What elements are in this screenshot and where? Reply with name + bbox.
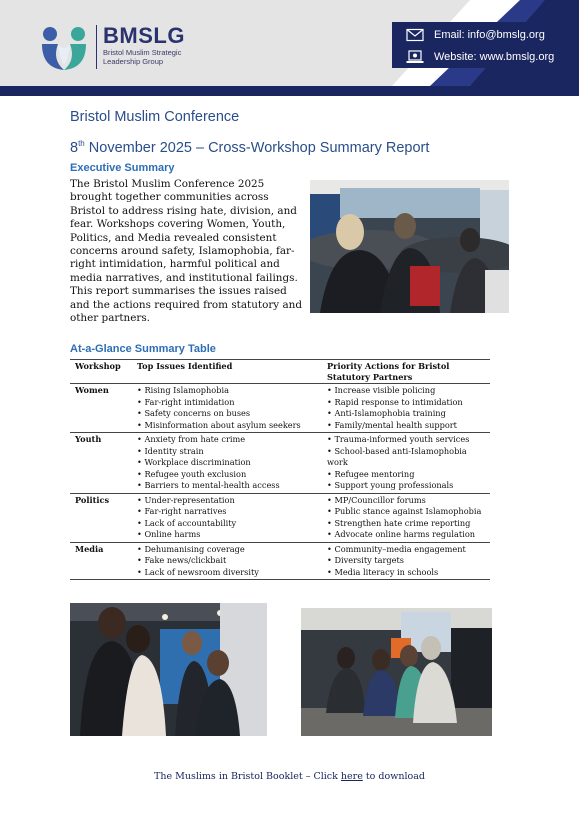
list-item: • Anxiety from hate crime bbox=[137, 434, 317, 446]
issues-cell bbox=[132, 384, 322, 433]
actions-cell bbox=[322, 542, 490, 580]
conference-audience-photo bbox=[310, 180, 509, 313]
executive-summary-text: The Bristol Muslim Conference 2025 brought together communities across Bristol to address rising hate, division, and fear. Workshops covering Women, Youth, Politics, and Media revealed consistent concerns around safety, Islamophobia, far-right intimidation, harmful political and media narratives, and institutional failings. This report summarises the issues raised and the actions required from statutory and other partners. bbox=[70, 178, 303, 325]
networking-photo bbox=[70, 603, 267, 736]
list-item: • Misinformation about asylum seekers bbox=[137, 420, 317, 432]
page-header bbox=[0, 0, 579, 96]
conference-title: Bristol Muslim Conference bbox=[70, 109, 240, 125]
brand-name: BMSLG bbox=[103, 23, 185, 48]
email-text[interactable]: Email: info@bmslg.org bbox=[434, 29, 545, 41]
list-item: • Rapid response to intimidation bbox=[327, 397, 485, 409]
list-item: • Strengthen hate crime reporting bbox=[327, 518, 485, 530]
col-workshop: Workshop bbox=[70, 360, 132, 384]
list-item: • Community–media engagement bbox=[327, 544, 485, 556]
issues-cell bbox=[132, 493, 322, 542]
table-row bbox=[70, 384, 490, 433]
actions-cell bbox=[322, 433, 490, 494]
contact-box bbox=[392, 22, 579, 68]
list-item: • School-based anti-Islamophobia work bbox=[327, 446, 485, 469]
list-item: • Family/mental health support bbox=[327, 420, 485, 432]
col-actions: Priority Actions for Bristol Statutory Partners bbox=[322, 360, 490, 384]
summary-table-heading: At-a-Glance Summary Table bbox=[70, 343, 216, 355]
bmslg-logo bbox=[38, 24, 98, 72]
laptop-icon bbox=[406, 50, 424, 64]
workshop-cell: Women bbox=[70, 384, 132, 433]
list-item: • Rising Islamophobia bbox=[137, 385, 317, 397]
table-row bbox=[70, 542, 490, 580]
list-item: • Anti-Islamophobia training bbox=[327, 408, 485, 420]
issues-cell bbox=[132, 433, 322, 494]
list-item: • Far-right narratives bbox=[137, 506, 317, 518]
list-item: • Barriers to mental-health access bbox=[137, 480, 317, 492]
report-title-rest: November 2025 – Cross-Workshop Summary Report bbox=[84, 140, 430, 156]
footer-text-before: The Muslims in Bristol Booklet – Click bbox=[154, 771, 341, 782]
booklet-download-link[interactable]: here bbox=[340, 771, 363, 782]
list-item: • Increase visible policing bbox=[327, 385, 485, 397]
header-bar bbox=[0, 86, 579, 96]
workshop-cell: Youth bbox=[70, 433, 132, 494]
list-item: • Media literacy in schools bbox=[327, 567, 485, 579]
list-item: • Far-right intimidation bbox=[137, 397, 317, 409]
report-day-suffix: th bbox=[78, 139, 85, 149]
list-item: • Identity strain bbox=[137, 446, 317, 458]
list-item: • Fake news/clickbait bbox=[137, 555, 317, 567]
list-item: • Trauma-informed youth services bbox=[327, 434, 485, 446]
list-item: • Lack of newsroom diversity bbox=[137, 567, 317, 579]
envelope-icon bbox=[406, 28, 424, 42]
workshop-cell: Media bbox=[70, 542, 132, 580]
issues-cell bbox=[132, 542, 322, 580]
list-item: • Safety concerns on buses bbox=[137, 408, 317, 420]
summary-table bbox=[70, 359, 490, 580]
email-row[interactable] bbox=[406, 28, 545, 42]
col-issues: Top Issues Identified bbox=[132, 360, 322, 384]
logo-divider bbox=[96, 25, 97, 69]
table-row bbox=[70, 433, 490, 494]
list-item: • Lack of accountability bbox=[137, 518, 317, 530]
booklet-footer bbox=[0, 771, 579, 782]
report-title bbox=[70, 140, 429, 156]
list-item: • Public stance against Islamophobia bbox=[327, 506, 485, 518]
report-day: 8 bbox=[70, 140, 79, 156]
table-header-row bbox=[70, 360, 490, 384]
list-item: • Support young professionals bbox=[327, 480, 485, 492]
list-item: • Under-representation bbox=[137, 495, 317, 507]
list-item: • MP/Councillor forums bbox=[327, 495, 485, 507]
website-row[interactable] bbox=[406, 50, 554, 64]
list-item: • Diversity targets bbox=[327, 555, 485, 567]
list-item: • Advocate online harms regulation bbox=[327, 529, 485, 541]
table-row bbox=[70, 493, 490, 542]
brand-subtitle-1: Bristol Muslim Strategic bbox=[103, 48, 182, 57]
website-text[interactable]: Website: www.bmslg.org bbox=[434, 51, 555, 63]
list-item: • Refugee mentoring bbox=[327, 469, 485, 481]
list-item: • Refugee youth exclusion bbox=[137, 469, 317, 481]
list-item: • Dehumanising coverage bbox=[137, 544, 317, 556]
actions-cell bbox=[322, 493, 490, 542]
footer-text-after: to download bbox=[362, 771, 425, 782]
brand-subtitle-2: Leadership Group bbox=[103, 57, 164, 66]
panel-discussion-photo bbox=[301, 608, 492, 736]
workshop-cell: Politics bbox=[70, 493, 132, 542]
list-item: • Workplace discrimination bbox=[137, 457, 317, 469]
logo-text bbox=[103, 24, 185, 66]
actions-cell bbox=[322, 384, 490, 433]
executive-summary-heading: Executive Summary bbox=[70, 162, 175, 174]
list-item: • Online harms bbox=[137, 529, 317, 541]
